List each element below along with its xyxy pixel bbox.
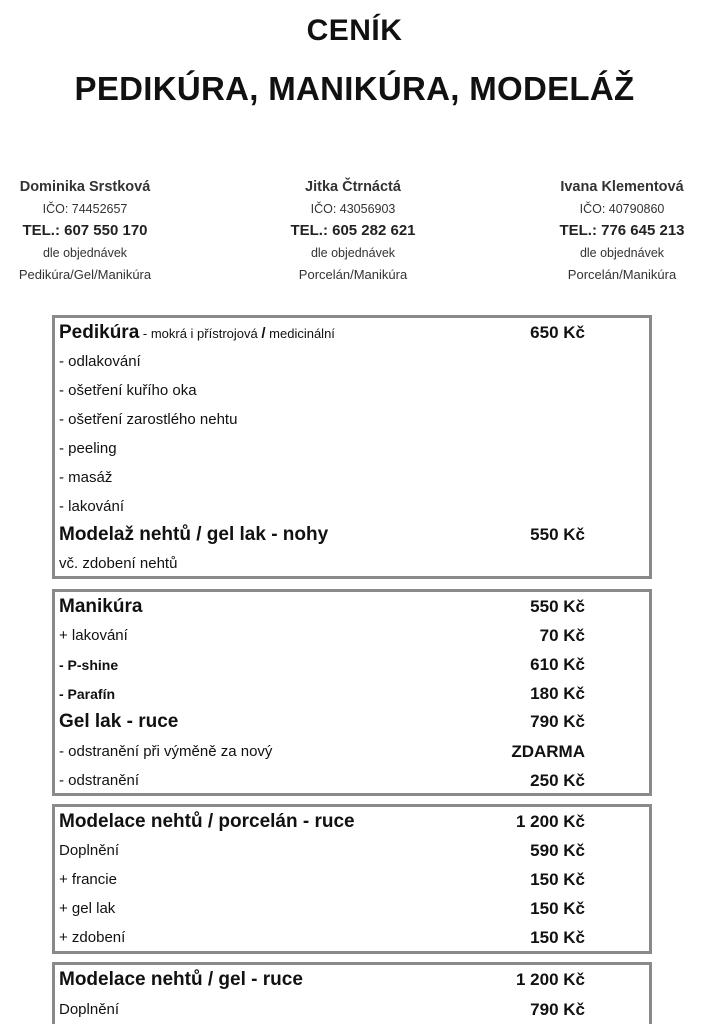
price-row bbox=[55, 866, 649, 894]
service-label: + zdobení bbox=[59, 929, 126, 946]
price-row bbox=[55, 708, 649, 736]
service-price: 70 Kč bbox=[539, 626, 585, 645]
service-label: Modelaž nehtů / gel lak - nohy bbox=[59, 524, 329, 545]
service-label: - odstranění při výměně za nový bbox=[59, 743, 273, 760]
service-label: Pedikúra - mokrá i přístrojová / medicinální bbox=[59, 322, 335, 343]
price-row bbox=[55, 377, 649, 405]
price-row bbox=[55, 924, 649, 952]
service-label: - ošetření zarostlého nehtu bbox=[59, 411, 238, 428]
contact-phone: TEL.: 605 282 621 bbox=[290, 222, 416, 239]
price-section-porcelain bbox=[52, 804, 652, 954]
service-label: + francie bbox=[59, 871, 117, 888]
contact-services: Pedikúra/Gel/Manikúra bbox=[18, 267, 152, 282]
service-price: 610 Kč bbox=[530, 655, 585, 674]
service-label: - P-shine bbox=[59, 657, 119, 673]
page-subtitle: PEDIKÚRA, MANIKÚRA, MODELÁŽ bbox=[74, 70, 635, 107]
price-row bbox=[55, 738, 649, 766]
service-price: 180 Kč bbox=[530, 684, 585, 703]
contact-phone: TEL.: 607 550 170 bbox=[22, 222, 148, 239]
contact-note: dle objednávek bbox=[310, 246, 396, 260]
service-label: - odstranění bbox=[59, 772, 140, 789]
service-label: Doplnění bbox=[59, 842, 120, 859]
contact-card bbox=[527, 176, 709, 286]
price-row bbox=[55, 808, 649, 836]
contact-services: Porcelán/Manikúra bbox=[567, 267, 677, 282]
contact-ico: IČO: 43056903 bbox=[310, 202, 396, 216]
price-row bbox=[55, 464, 649, 492]
contact-services: Porcelán/Manikúra bbox=[298, 267, 408, 282]
contact-name: Ivana Klementová bbox=[560, 179, 684, 195]
service-label: Doplnění bbox=[59, 1001, 120, 1018]
price-row bbox=[55, 651, 649, 679]
service-label: - peeling bbox=[59, 440, 117, 457]
service-price: 550 Kč bbox=[530, 525, 585, 544]
contact-name: Jitka Čtrnáctá bbox=[305, 179, 401, 195]
service-price: 1 200 Kč bbox=[516, 812, 585, 831]
price-row bbox=[55, 767, 649, 795]
service-price: 650 Kč bbox=[530, 323, 585, 342]
contact-ico: IČO: 74452657 bbox=[42, 202, 128, 216]
service-price: 1 200 Kč bbox=[516, 970, 585, 989]
service-price: 550 Kč bbox=[530, 597, 585, 616]
service-label: Modelace nehtů / gel - ruce bbox=[59, 969, 303, 990]
service-label: - Parafín bbox=[59, 686, 116, 702]
service-price: 790 Kč bbox=[530, 712, 585, 731]
price-row bbox=[55, 406, 649, 434]
service-price: 150 Kč bbox=[530, 928, 585, 947]
contact-note: dle objednávek bbox=[579, 246, 665, 260]
service-label: + gel lak bbox=[59, 900, 116, 917]
price-row bbox=[55, 493, 649, 521]
service-price: 150 Kč bbox=[530, 870, 585, 889]
price-row bbox=[55, 895, 649, 923]
service-price: 590 Kč bbox=[530, 841, 585, 860]
service-label: - lakování bbox=[59, 498, 125, 515]
price-section-manicure bbox=[52, 589, 652, 796]
price-row bbox=[55, 435, 649, 463]
price-row bbox=[55, 966, 649, 994]
service-label: + lakování bbox=[59, 627, 128, 644]
contact-note: dle objednávek bbox=[42, 246, 128, 260]
service-label: Gel lak - ruce bbox=[59, 711, 179, 732]
price-row bbox=[55, 550, 649, 578]
price-row bbox=[55, 348, 649, 376]
service-label: - ošetření kuřího oka bbox=[59, 382, 197, 399]
service-price: 790 Kč bbox=[530, 1000, 585, 1019]
price-row bbox=[55, 837, 649, 865]
price-section-pedicure bbox=[52, 315, 652, 579]
service-price: 150 Kč bbox=[530, 899, 585, 918]
service-price: ZDARMA bbox=[511, 742, 585, 761]
price-row bbox=[55, 593, 649, 621]
service-label: - odlakování bbox=[59, 353, 141, 370]
service-label: Modelace nehtů / porcelán - ruce bbox=[59, 811, 355, 832]
price-section-gel bbox=[52, 962, 652, 1024]
contact-ico: IČO: 40790860 bbox=[579, 202, 665, 216]
service-label: - masáž bbox=[59, 469, 113, 486]
price-row bbox=[55, 319, 649, 347]
contact-phone: TEL.: 776 645 213 bbox=[559, 222, 685, 239]
contact-card bbox=[258, 176, 448, 286]
price-row bbox=[55, 680, 649, 708]
contact-name: Dominika Srstková bbox=[19, 179, 151, 195]
contact-card bbox=[0, 176, 180, 286]
service-label: Manikúra bbox=[59, 596, 143, 617]
service-price: 250 Kč bbox=[530, 771, 585, 790]
page-title: CENÍK bbox=[306, 14, 403, 47]
price-row bbox=[55, 996, 649, 1024]
service-label: vč. zdobení nehtů bbox=[59, 555, 178, 572]
price-row bbox=[55, 521, 649, 549]
price-row bbox=[55, 622, 649, 650]
